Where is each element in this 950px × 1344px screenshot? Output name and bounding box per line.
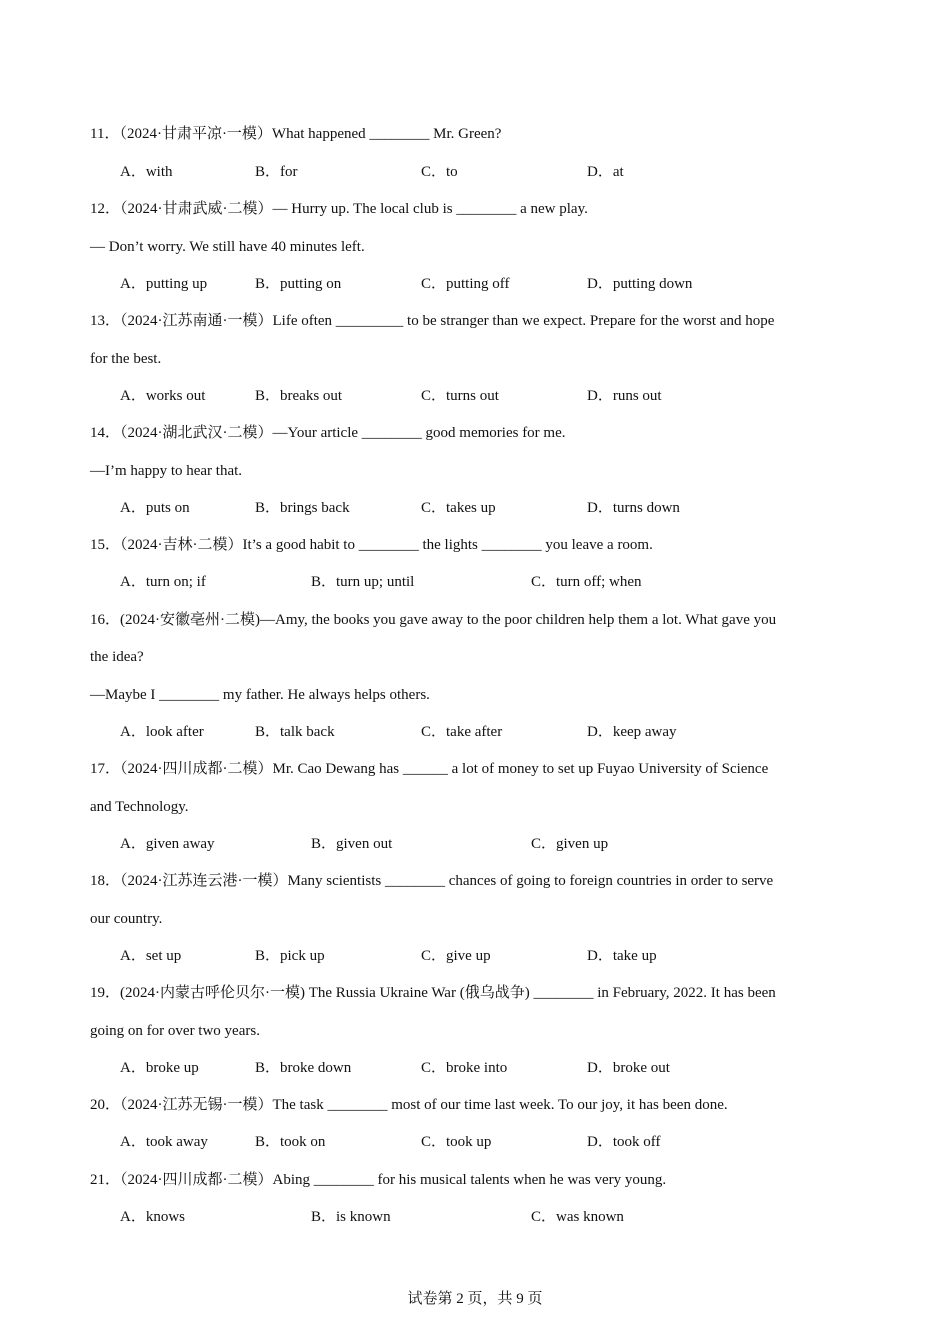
answer-option-b: B．pick up: [255, 948, 325, 964]
answer-option-c: C．was known: [531, 1209, 624, 1225]
answer-option-b: B．broke down: [255, 1060, 352, 1076]
answer-option-a: A．putting up: [120, 276, 208, 292]
answer-option-c: C．give up: [421, 948, 491, 964]
answer-option-a: A．took away: [120, 1134, 208, 1150]
answer-option-c: C．broke into: [421, 1060, 508, 1076]
answer-option-c: C．putting off: [421, 276, 510, 292]
answer-option-b: B．talk back: [255, 724, 335, 740]
answer-option-a: A．given away: [120, 836, 215, 852]
answer-option-b: B．for: [255, 164, 298, 180]
answer-option-b: B．brings back: [255, 500, 350, 516]
question-stem: 17．（2024·四川成都·二模）Mr. Cao Dewang has ______ a lot of money to set up Fuyao University of Science: [90, 761, 769, 777]
question-stem: 11．（2024·甘肃平凉·一模）What happened ________ Mr. Green?: [90, 126, 502, 142]
question-stem-continued: and Technology.: [90, 799, 189, 815]
answer-option-c: C．took up: [421, 1134, 492, 1150]
question-stem-continued: for the best.: [90, 351, 162, 367]
answer-option-d: D．broke out: [587, 1060, 670, 1076]
answer-option-d: D．at: [587, 164, 624, 180]
answer-option-c: C．to: [421, 164, 458, 180]
answer-option-d: D．took off: [587, 1134, 661, 1150]
question-stem-continued: the idea?: [90, 649, 144, 665]
answer-option-a: A．with: [120, 164, 173, 180]
answer-option-c: C．take after: [421, 724, 503, 740]
answer-option-c: C．takes up: [421, 500, 496, 516]
question-stem: 20．（2024·江苏无锡·一模）The task ________ most of our time last week. To our joy, it has been done.: [90, 1097, 728, 1113]
answer-option-a: A．set up: [120, 948, 182, 964]
answer-option-b: B．given out: [311, 836, 393, 852]
answer-option-d: D．putting down: [587, 276, 693, 292]
answer-option-d: D．take up: [587, 948, 657, 964]
question-stem-continued: our country.: [90, 911, 163, 927]
answer-option-b: B．is known: [311, 1209, 391, 1225]
answer-option-d: D．runs out: [587, 388, 662, 404]
answer-option-b: B．breaks out: [255, 388, 343, 404]
answer-option-a: A．look after: [120, 724, 204, 740]
answer-option-a: A．turn on; if: [120, 574, 206, 590]
question-stem-continued: — Don’t worry. We still have 40 minutes left.: [90, 239, 365, 255]
question-stem: 18．（2024·江苏连云港·一模）Many scientists ________ chances of going to foreign countries in order to serve: [90, 873, 774, 889]
answer-option-b: B．putting on: [255, 276, 342, 292]
answer-option-a: A．puts on: [120, 500, 190, 516]
answer-option-d: D．turns down: [587, 500, 680, 516]
answer-option-a: A．broke up: [120, 1060, 199, 1076]
question-stem-continued: going on for over two years.: [90, 1023, 260, 1039]
answer-option-d: D．keep away: [587, 724, 677, 740]
answer-option-b: B．took on: [255, 1134, 326, 1150]
answer-option-c: C．turn off; when: [531, 574, 642, 590]
question-stem: 16．(2024·安徽亳州·二模)—Amy, the books you gave away to the poor children help them a lot. What gave you: [90, 612, 777, 628]
page-footer: 试卷第 2 页，共 9 页: [407, 1291, 543, 1307]
answer-option-a: A．knows: [120, 1209, 186, 1225]
question-stem: 19．(2024·内蒙古呼伦贝尔·一模) The Russia Ukraine War (俄乌战争) ________ in February, 2022. It has been: [90, 985, 776, 1001]
question-stem: 12．（2024·甘肃武威·二模）— Hurry up. The local club is ________ a new play.: [90, 201, 588, 217]
answer-option-c: C．turns out: [421, 388, 499, 404]
answer-option-a: A．works out: [120, 388, 206, 404]
answer-option-c: C．given up: [531, 836, 609, 852]
answer-option-b: B．turn up; until: [311, 574, 415, 590]
question-stem-continued: —I’m happy to hear that.: [90, 463, 243, 479]
question-stem: 15．（2024·吉林·二模）It’s a good habit to ________ the lights ________ you leave a room.: [90, 537, 653, 553]
question-stem: 13．（2024·江苏南通·一模）Life often _________ to be stranger than we expect. Prepare for the worst and hope: [90, 313, 775, 329]
question-stem: 21．（2024·四川成都·二模）Abing ________ for his musical talents when he was very young.: [90, 1172, 667, 1188]
question-stem-continued: —Maybe I ________ my father. He always helps others.: [90, 687, 430, 703]
question-stem: 14．（2024·湖北武汉·二模）—Your article ________ good memories for me.: [90, 425, 566, 441]
